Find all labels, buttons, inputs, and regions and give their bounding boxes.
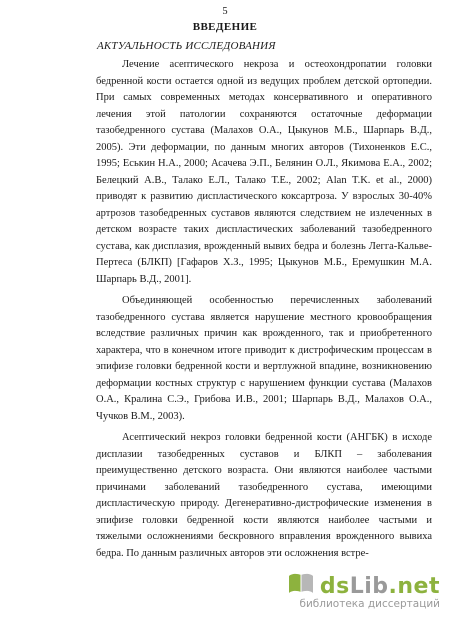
dslib-watermark [290, 572, 440, 610]
brand-net: .net [388, 573, 440, 599]
brand-lib: Lib [349, 573, 389, 599]
section-heading: ВВЕДЕНИЕ [192, 21, 258, 33]
paragraph: Лечение асептического некроза и остеохондропатии головки бедренной кости остается одной из ведущих проблем детской ортопедии. При самых современных методах консервативного и оперативного лечения этой патологии сохраняются остаточные деформации тазобедренного сустава (Малахов О.А., Цыкунов М.Б., Шарпарь В.Д., 2005). Эти деформации, по данным многих авторов (Тихоненков Е.С., 1995; Еськин Н.А., 2000; Асачева Э.П., Белянин О.Л., Якимова Е.А., 2002; Белецкий А.В., Талако Е.Л., Талако Т.Е., 2002; Alan T.K. et al., 2000) приводят к развитию диспластического коксартроза. У взрослых 30-40% артрозов тазобедренных суставов являются следствием не излеченных в детском возрасте таких диспластических заболеваний тазобедренного сустава, как дисплазия, врожденный вывих бедра и болезнь Легга-Кальве-Пертеса (БЛКП) [Гафаров Х.З., 1995; Цыкунов М.Б., Еремушкин М.А. Шарпарь В.Д., 2001]. [96, 59, 432, 285]
brand-ds: ds [319, 573, 350, 599]
body-text [96, 57, 432, 562]
dslib-brand [320, 574, 440, 599]
dslib-tagline: библиотека диссертаций [299, 598, 440, 610]
paragraph: Объединяющей особенностью перечисленных заболеваний тазобедренного сустава является нарушение местного кровообращения вследствие различных причин как врожденного, так и приобретенного характера, что в конечном итоге приводит к дистрофическим процессам в эпифизе головки бедренной кости и вертлужной впадине, возникновению деформации костных структур с нарушением функции сустава (Малахов О.А., Кралина С.Э., Грибова И.В., 2001; Шарпарь В.Д., Малахов О.А., Чучков В.М., 2003). [96, 295, 432, 422]
section-subheading: АКТУАЛЬНОСТЬ ИССЛЕДОВАНИЯ [97, 40, 276, 52]
page-number: 5 [222, 6, 228, 17]
paragraph: Асептический некроз головки бедренной кости (АНГБК) в исходе дисплазии тазобедренных суставов и БЛКП – заболевания преимущественно детского возраста. Они являются наиболее частыми причинами заболеваний тазобедренного сустава, имеющими диспластическую природу. Дегенеративно-дистрофические изменения в эпифизе головки бедренной кости являются наиболее частыми и тяжелыми осложнениями бескровного вправления врожденного вывиха бедра. По данным различных авторов эти осложнения встре- [96, 432, 432, 559]
dslib-logo-icon [288, 572, 314, 600]
